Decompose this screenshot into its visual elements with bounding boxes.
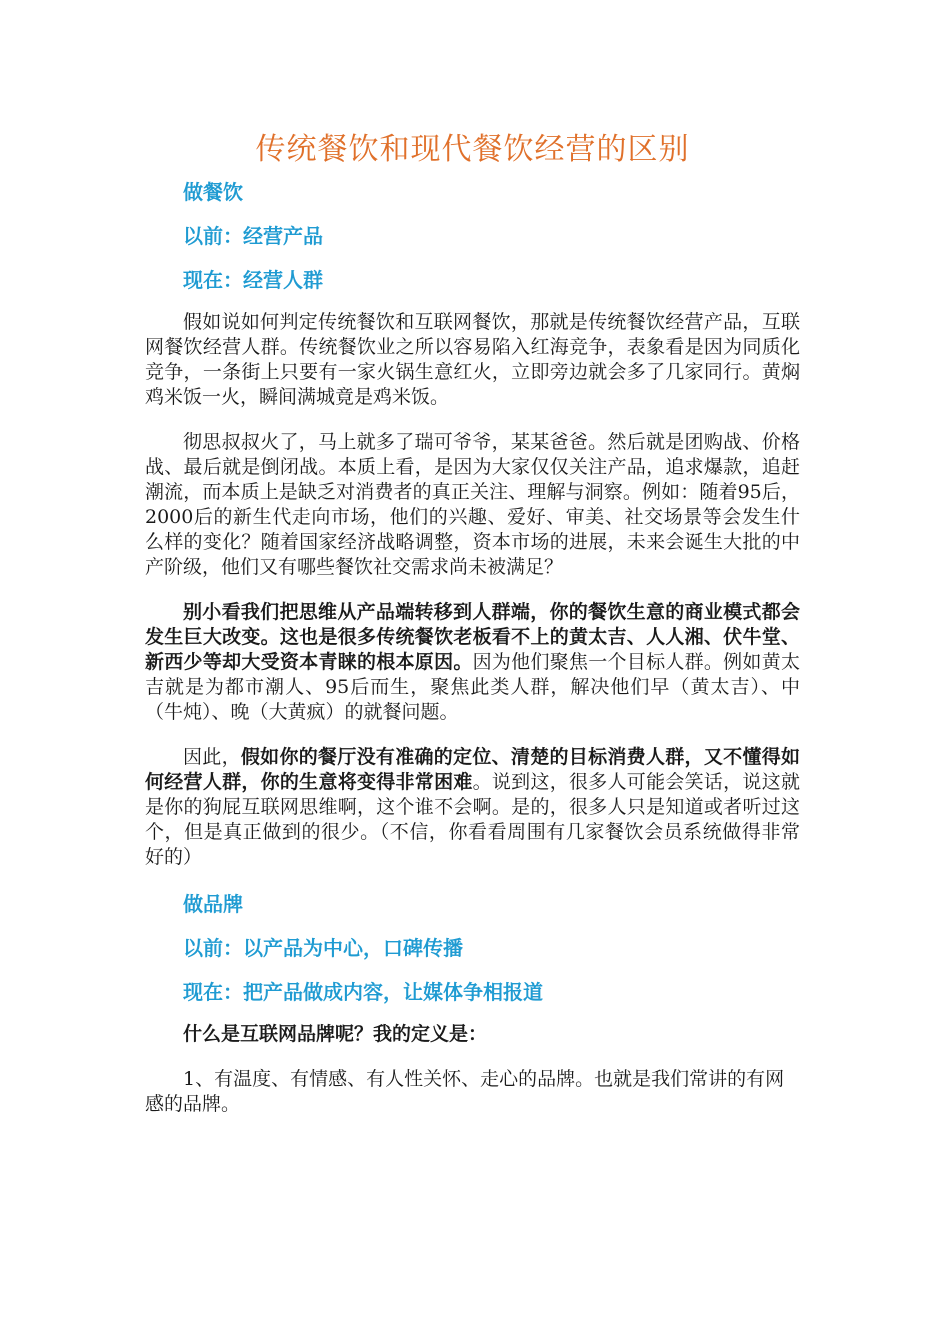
paragraph-4-bold: 假如你的餐厅没有准确的定位、清楚的目标消费人群，又不懂得如何经营人群，你的生意将变得非常困难	[145, 746, 800, 793]
section-now-line: 现在：经营人群	[183, 268, 323, 292]
section-heading-brand: 做品牌	[183, 892, 243, 916]
paragraph-4-start: 因此，	[183, 746, 241, 768]
brand-now-line: 现在：把产品做成内容，让媒体争相报道	[183, 980, 543, 1004]
paragraph-3-rest: 因为他们聚焦一个目标人群。例如黄太吉就是为都市潮人、95后而生，聚焦此类人群，解决他们早（黄太吉）、中（牛炖）、晚（大黄疯）的就餐问题。	[145, 651, 800, 723]
paragraph-4-rest: 。说到这，很多人可能会笑话，说这就是你的狗屁互联网思维啊，这个谁不会啊。是的，很多人只是知道或者听过这个，但是真正做到的很少。（不信，你看看周围有几家餐饮会员系统做得非常好的）	[145, 771, 800, 868]
definition-question: 什么是互联网品牌呢？我的定义是：	[183, 1023, 488, 1045]
definition-item-1: 1、有温度、有情感、有人性关怀、走心的品牌。也就是我们常讲的有网感的品牌。	[145, 1068, 785, 1115]
brand-before-line: 以前：以产品为中心，口碑传播	[183, 936, 463, 960]
paragraph-3-bold: 别小看我们把思维从产品端转移到人群端，你的餐饮生意的商业模式都会发生巨大改变。这也是很多传统餐饮老板看不上的黄太吉、人人湘、伏牛堂、新西少等却大受资本青睐的根本原因。	[145, 601, 800, 673]
paragraph-2: 彻思叔叔火了，马上就多了瑞可爷爷，某某爸爸。然后就是团购战、价格战、最后就是倒闭战。本质上看，是因为大家仅仅关注产品，追求爆款，追赶潮流，而本质上是缺乏对消费者的真正关注、理解与洞察。例如：随着95后，2000后的新生代走向市场，他们的兴趣、爱好、审美、社交场景等会发生什么样的变化？随着国家经济战略调整，资本市场的进展，未来会诞生大批的中产阶级，他们又有哪些餐饮社交需求尚未被满足？	[145, 431, 800, 578]
section-before-line: 以前：经营产品	[183, 224, 323, 248]
document-title: 传统餐饮和现代餐饮经营的区别	[255, 132, 690, 167]
paragraph-1: 假如说如何判定传统餐饮和互联网餐饮，那就是传统餐饮经营产品，互联网餐饮经营人群。传统餐饮业之所以容易陷入红海竞争，表象看是因为同质化竞争，一条街上只要有一家火锅生意红火，立即旁边就会多了几家同行。黄焖鸡米饭一火，瞬间满城竟是鸡米饭。	[145, 311, 800, 408]
section-heading-catering: 做餐饮	[183, 180, 243, 204]
paragraph-4	[145, 745, 800, 870]
document-page	[145, 128, 800, 1137]
paragraph-3	[145, 600, 800, 725]
